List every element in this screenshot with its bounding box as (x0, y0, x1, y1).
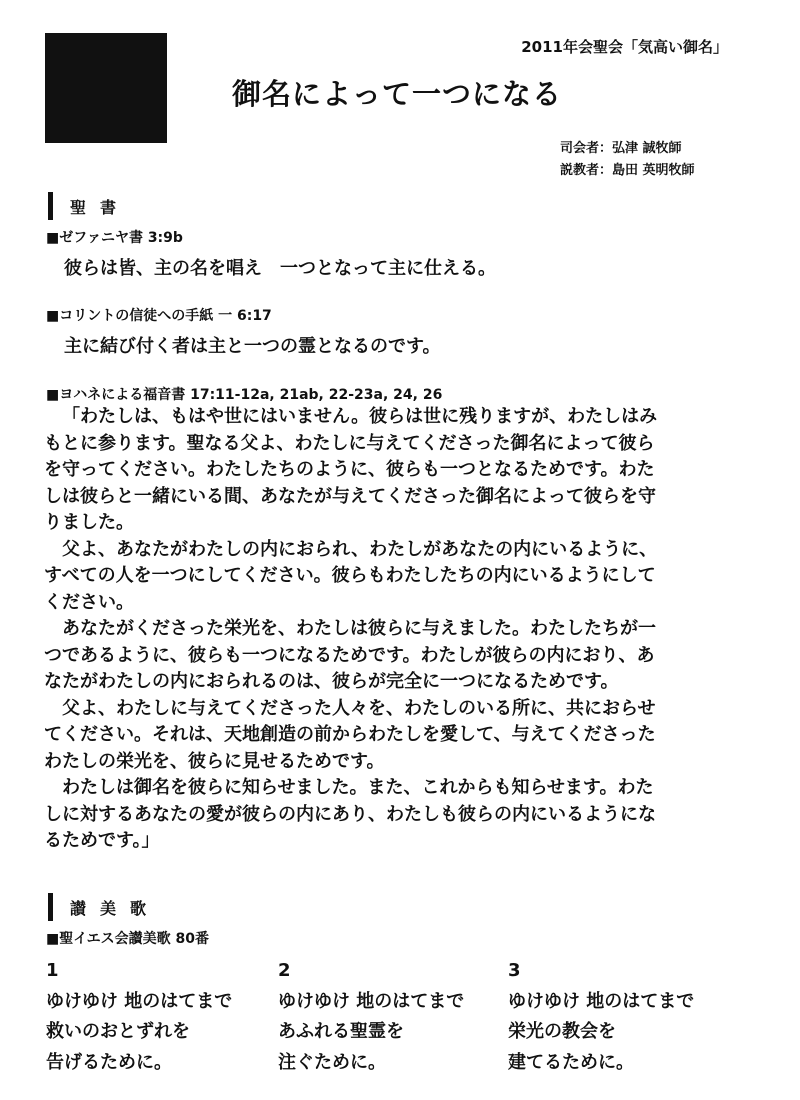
hymn-line: あふれる聖霊を (278, 1021, 404, 1042)
page-title: 御名によって一つになる (232, 77, 563, 111)
hymn-line: 救いのおとずれを (46, 1021, 190, 1042)
passage-text-corinthians: 主に結び付く者は主と一つの霊となるのです。 (64, 336, 441, 357)
john-line: あなたがくださった栄光を、わたしは彼らに与えました。わたしたちが一 (44, 618, 656, 639)
hymn-line: 栄光の教会を (508, 1021, 616, 1042)
john-line: すべての人を一つにしてください。彼らもわたしたちの内にいるようにして (44, 565, 656, 586)
hymn-line: ゆけゆけ 地のはてまで (278, 990, 465, 1012)
passage-ref-zephaniah: ■ゼファニヤ書 3:9b (46, 230, 183, 246)
redacted-image-block (45, 33, 167, 143)
hymn-verse-3 (508, 956, 738, 1078)
john-line: てください。それは、天地創造の前からわたしを愛して、与えてくださった (44, 724, 656, 745)
scripture-heading: 聖書 (48, 195, 130, 218)
presider: 司会者：弘津 誠牧師 (560, 141, 682, 156)
john-line: つであるように、彼らも一つになるためです。わたしが彼らの内におり、あ (44, 644, 655, 666)
passage-ref-john: ■ヨハネによる福音書 17:11-12a, 21ab, 22-23a, 24, 26 (46, 387, 443, 403)
passage-text-zephaniah: 彼らは皆、主の名を唱え 一つとなって主に仕える。 (64, 258, 496, 279)
hymn-verse-2 (278, 956, 508, 1078)
passage-text-john (44, 404, 744, 855)
hymn-verse-number: 2 (278, 960, 291, 981)
hymn-line: ゆけゆけ 地のはてまで (508, 990, 695, 1012)
john-line: もとに参ります。聖なる父よ、わたしに与えてくださった御名によって彼ら (44, 432, 655, 454)
hymn-line: 告げるために。 (46, 1051, 172, 1073)
hymn-verse-number: 3 (508, 960, 521, 981)
john-line: しに対するあなたの愛が彼らの内にあり、わたしも彼らの内にいるようにな (44, 803, 656, 825)
john-line: るためです。」 (44, 830, 160, 851)
hymn-verse-1 (46, 956, 276, 1078)
officiants (560, 138, 695, 182)
hymn-line: 建てるために。 (508, 1051, 634, 1073)
hymn-ref: ■聖イエス会讃美歌 80番 (46, 931, 210, 947)
john-line: 父よ、あなたがわたしの内におられ、わたしがあなたの内にいるように、 (44, 538, 658, 560)
john-line: ください。 (44, 591, 134, 613)
john-line: しは彼らと一緒にいる間、あなたが与えてくださった御名によって彼らを守 (44, 485, 656, 507)
john-line: 父よ、わたしに与えてくださった人々を、わたしのいる所に、共におらせ (44, 697, 656, 719)
passage-ref-corinthians: ■コリントの信徒への手紙 一 6:17 (46, 308, 272, 324)
hymn-line: 注ぐために。 (278, 1051, 386, 1073)
john-line: 「わたしは、もはや世にはいません。彼らは世に残りますが、わたしはみ (62, 406, 658, 427)
john-line: わたしの栄光を、彼らに見せるためです。 (44, 750, 385, 772)
hymn-heading: 讃美歌 (48, 896, 160, 919)
event-name: 2011年会聖会「気高い御名」 (521, 38, 728, 56)
john-line: りました。 (44, 512, 134, 533)
preacher: 説教者：島田 英明牧師 (560, 163, 695, 178)
john-line: を守ってください。わたしたちのように、彼らも一つとなるためです。わた (44, 459, 655, 480)
hymn-verse-number: 1 (46, 960, 59, 981)
john-line: わたしは御名を彼らに知らせました。また、これからも知らせます。わた (44, 777, 654, 798)
john-line: なたがわたしの内におられるのは、彼らが完全に一つになるためです。 (44, 671, 619, 692)
hymn-line: ゆけゆけ 地のはてまで (46, 990, 233, 1012)
